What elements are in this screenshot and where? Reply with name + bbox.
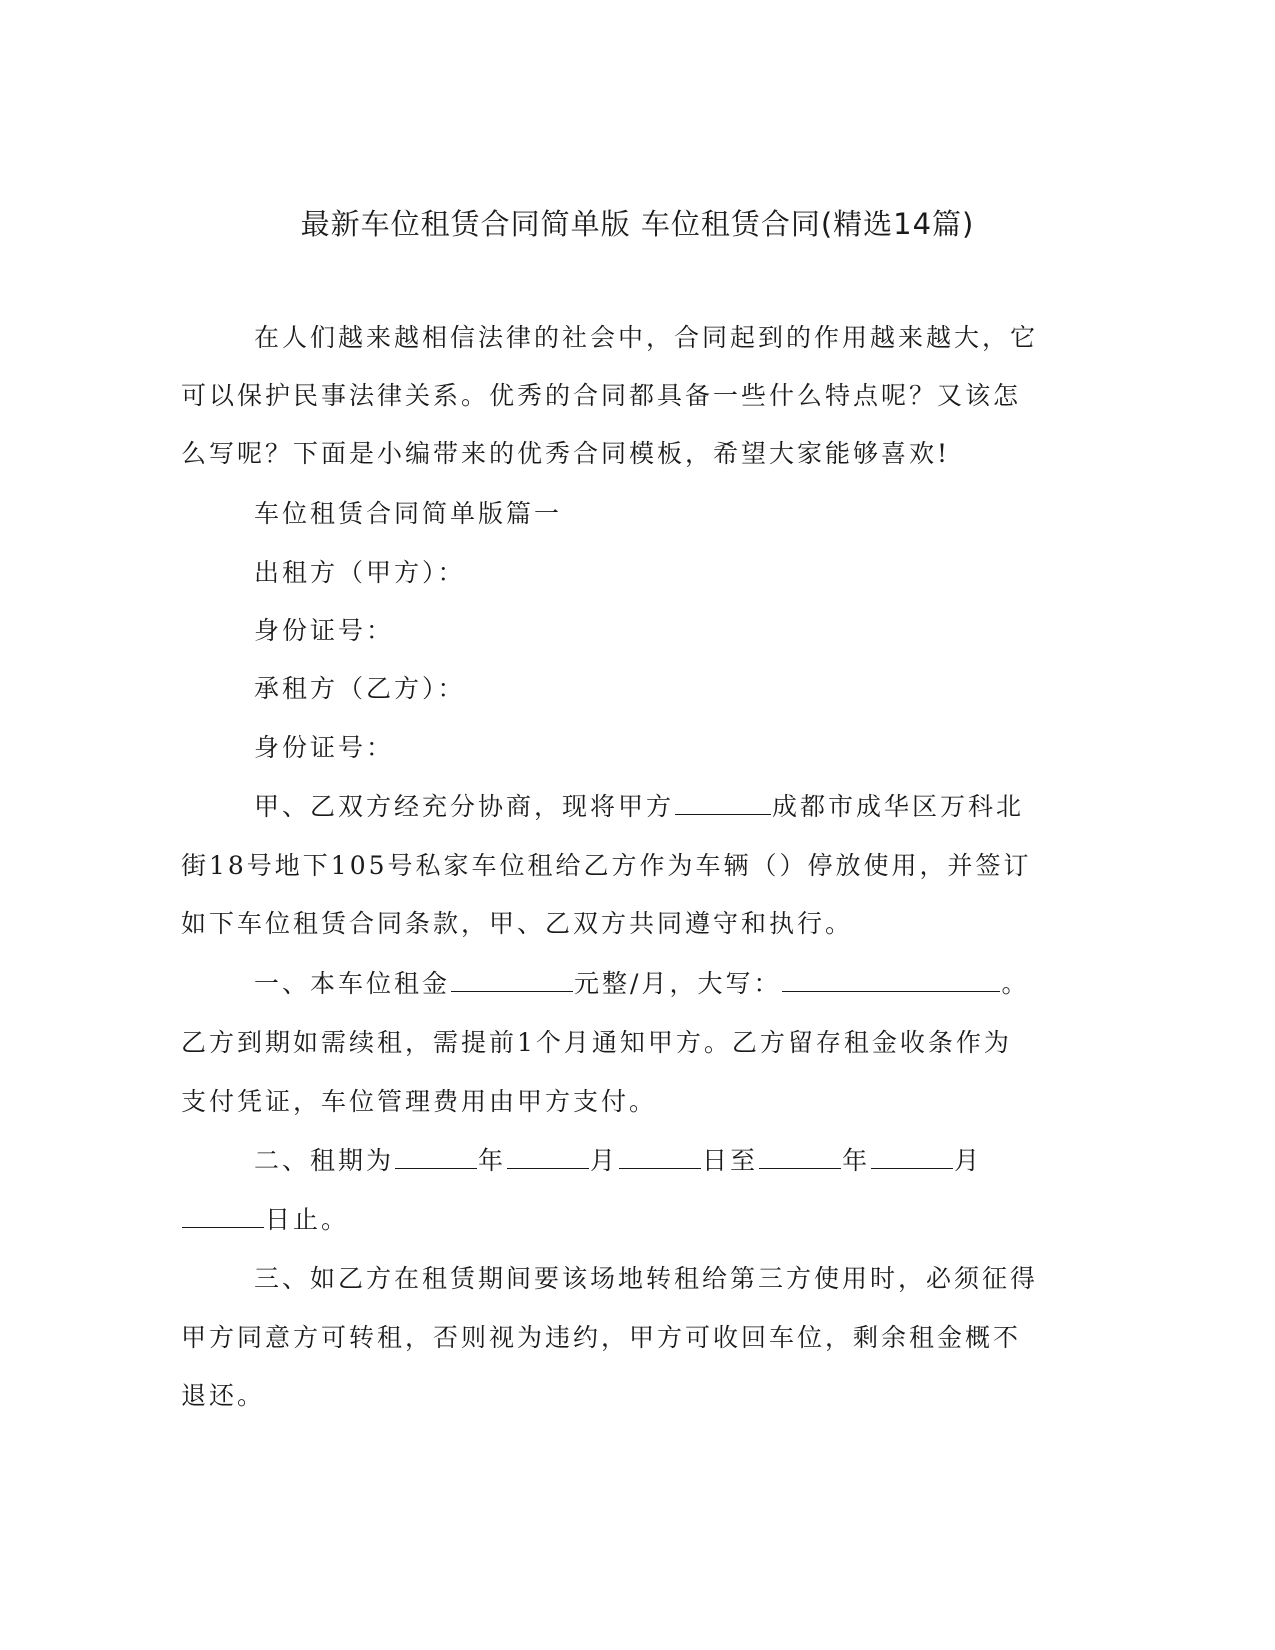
lessor-blank-field: [675, 792, 771, 815]
rent-amount-blank: [451, 969, 573, 992]
lessee-label: 承租方（乙方）：: [254, 674, 466, 703]
agreement-line-3: 如下车位租赁合同条款，甲、乙双方共同遵守和执行。: [181, 909, 854, 938]
clause2-year2: 年: [842, 1146, 871, 1175]
clause2-end: 日止。: [265, 1205, 350, 1234]
agreement-text-a: 甲、乙双方经充分协商，现将甲方: [254, 792, 675, 821]
start-month-blank: [507, 1146, 589, 1169]
clause2-text-a: 二、租期为: [254, 1146, 395, 1175]
clause1-line-3: 支付凭证，车位管理费用由甲方支付。: [181, 1087, 658, 1116]
agreement-line-1: [254, 790, 1024, 824]
intro-line-3: 么写呢？下面是小编带来的优秀合同模板，希望大家能够喜欢!: [181, 439, 951, 468]
lessor-label: 出租方（甲方）：: [254, 558, 466, 587]
clause3-line-2: 甲方同意方可转租，否则视为违约，甲方可收回车位，剩余租金概不: [181, 1323, 1022, 1352]
clause1-text-b: 元整/月，大写：: [574, 969, 782, 998]
clause1-text-a: 一、本车位租金: [254, 969, 451, 998]
clause2-month1: 月: [590, 1146, 619, 1175]
end-year-blank: [759, 1146, 841, 1169]
clause1-line-1: [254, 967, 1029, 1001]
clause2-line-2: [181, 1203, 349, 1237]
clause1-line-2: 乙方到期如需续租，需提前1个月通知甲方。乙方留存租金收条作为: [181, 1028, 1012, 1057]
agreement-text-b: 成都市成华区万科北: [772, 792, 1025, 821]
end-month-blank: [871, 1146, 953, 1169]
document-title: 最新车位租赁合同简单版 车位租赁合同(精选14篇): [300, 207, 975, 241]
section-heading: 车位租赁合同简单版篇一: [254, 499, 563, 528]
start-year-blank: [395, 1146, 477, 1169]
intro-line-2: 可以保护民事法律关系。优秀的合同都具备一些什么特点呢？又该怎: [181, 381, 1022, 410]
clause2-month2: 月: [954, 1146, 983, 1175]
lessee-id-label: 身份证号：: [254, 733, 395, 762]
lessor-id-label: 身份证号：: [254, 616, 395, 645]
clause3-line-3: 退还。: [181, 1381, 266, 1410]
clause2-line-1: [254, 1144, 982, 1178]
clause2-year1: 年: [478, 1146, 507, 1175]
clause1-text-c: 。: [1001, 969, 1030, 998]
clause3-line-1: 三、如乙方在租赁期间要该场地转租给第三方使用时，必须征得: [254, 1264, 1039, 1293]
rent-in-words-blank: [782, 969, 1000, 992]
start-day-blank: [619, 1146, 701, 1169]
agreement-line-2: 街18号地下105号私家车位租给乙方作为车辆（）停放使用，并签订: [181, 851, 1032, 880]
intro-line-1: 在人们越来越相信法律的社会中，合同起到的作用越来越大，它: [254, 323, 1039, 352]
end-day-blank: [182, 1205, 264, 1228]
clause2-day-to: 日至: [702, 1146, 759, 1175]
